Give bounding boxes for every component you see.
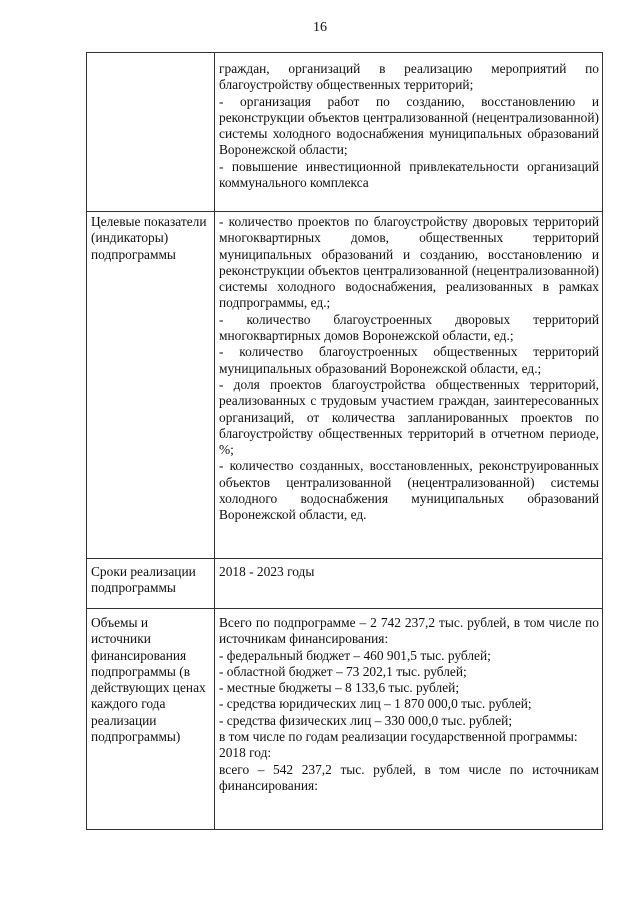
row-label: Объемы и источники финансирования подпрограммы (в действующих ценах каждого года реализации подпрограммы) — [87, 609, 215, 830]
paragraph: - повышение инвестиционной привлекательности организаций коммунального комплекса — [219, 158, 599, 191]
paragraph: в том числе по годам реализации государственной программы: — [219, 729, 578, 745]
paragraph: - организация работ по созданию, восстановлению и реконструкции объектов централизованной (нецентрализованной) системы холодного водоснабжения муниципальных образований Воронежской области; — [219, 93, 599, 158]
subprogram-passport-table — [86, 52, 603, 830]
paragraph: - доля проектов благоустройства общественных территорий, реализованных с трудовым участием граждан, заинтересованных организаций, от количества запланированных проектов по благоустройству общественных территорий в отчетном периоде, %; — [219, 376, 599, 458]
row-content — [215, 53, 603, 212]
table-row — [87, 53, 603, 212]
paragraph: - местные бюджеты – 8 133,6 тыс. рублей; — [219, 680, 460, 696]
paragraph: 2018 год: — [219, 745, 272, 761]
paragraph: Всего по подпрограмме – 2 742 237,2 тыс. рублей, в том числе по источникам финансирования: — [219, 615, 599, 647]
paragraph: - количество благоустроенных общественных территорий муниципальных образований Воронежской области, ед.; — [219, 344, 599, 376]
row-content — [215, 212, 603, 559]
table-row — [87, 559, 603, 609]
row-content — [215, 609, 603, 830]
paragraph: - федеральный бюджет – 460 901,5 тыс. рублей; — [219, 647, 491, 663]
paragraph: - средства юридических лиц – 1 870 000,0 тыс. рублей; — [219, 696, 532, 712]
paragraph: 2018 - 2023 годы — [219, 564, 315, 579]
paragraph: граждан, организаций в реализацию мероприятий по благоустройству общественных территорий; — [219, 61, 599, 93]
row-label — [87, 53, 215, 212]
row-label: Сроки реализации подпрограммы — [87, 559, 215, 609]
row-label: Целевые показатели (индикаторы) подпрограммы — [87, 212, 215, 559]
paragraph: - количество созданных, восстановленных, реконструированных объектов централизованной (нецентрализованной) системы холодного водоснабжения муниципальных образований Воронежской области, ед. — [219, 458, 599, 523]
paragraph: - количество проектов по благоустройству дворовых территорий многоквартирных домов, общественных территорий муниципальных образований и созданию, восстановлению и реконструкции объектов централизованной (нецентрализованной) системы холодного водоснабжения, реализованных в рамках подпрограммы, ед.; — [219, 214, 599, 311]
paragraph: - количество благоустроенных дворовых территорий многоквартирных домов Воронежской области, ед.; — [219, 311, 599, 344]
page-number: 16 — [313, 20, 327, 35]
table-row — [87, 212, 603, 559]
paragraph: - областной бюджет – 73 202,1 тыс. рублей; — [219, 663, 467, 679]
row-content — [215, 559, 603, 609]
paragraph: всего – 542 237,2 тыс. рублей, в том числе по источникам финансирования: — [219, 761, 599, 793]
table-row — [87, 609, 603, 830]
paragraph: - средства физических лиц – 330 000,0 тыс. рублей; — [219, 712, 513, 728]
